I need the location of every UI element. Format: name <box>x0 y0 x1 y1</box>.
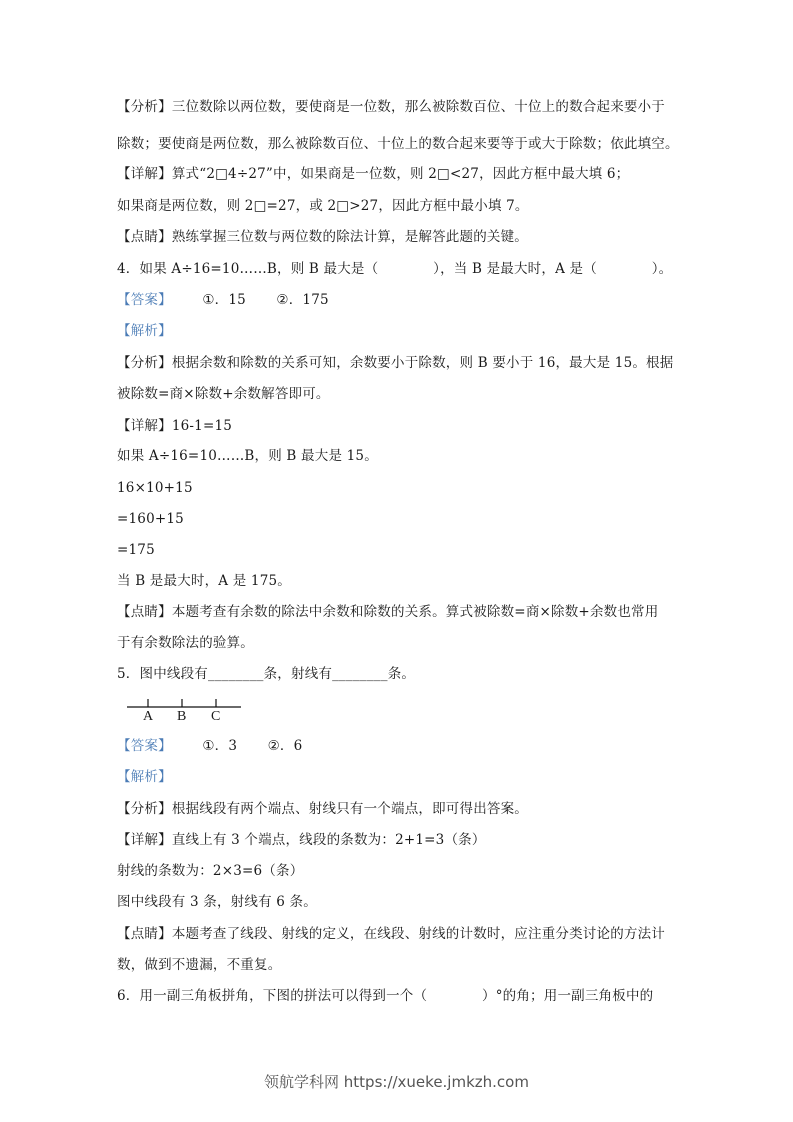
q5-tip-line-1 <box>117 926 665 942</box>
q4-tip-line-1 <box>117 604 658 620</box>
prev-detail-line-2: 如果商是两位数，则 2□=27，或 2□>27，因此方框中最小填 7。 <box>117 198 529 214</box>
q4-tip-line-2: 于有余数除法的验算。 <box>117 635 254 651</box>
footer-watermark: 领航学科网 https://xueke.jmkzh.com <box>264 1073 529 1091</box>
q4-detail-line-1 <box>117 418 232 434</box>
q4-explain-label: 【解析】 <box>117 323 172 339</box>
answer-label: 【答案】 <box>117 738 172 754</box>
q4-detail-line-4: =160+15 <box>117 511 184 527</box>
detail-text: 算式“2□4÷27”中，如果商是一位数，则 2□<27，因此方框中最大填 6； <box>171 166 630 182</box>
q5-question: 5．图中线段有________条，射线有________条。 <box>117 666 416 682</box>
q4-detail-line-2: 如果 A÷16=10……B，则 B 最大是 15。 <box>117 448 378 464</box>
analysis-text: 三位数除以两位数，要使商是一位数，那么被除数百位、十位上的数合起来要小于 <box>171 99 666 115</box>
answer-item-1: ①．3 <box>202 738 238 754</box>
analysis-text: 根据余数和除数的关系可知，余数要小于除数，则 B 要小于 16，最大是 15。根据 <box>171 355 674 371</box>
q4-detail-line-5: =175 <box>117 542 155 558</box>
prev-analysis-line-1 <box>117 99 665 115</box>
q5-tip-line-2: 数，做到不遗漏，不重复。 <box>117 957 282 973</box>
analysis-text: 根据线段有两个端点、射线只有一个端点，即可得出答案。 <box>171 801 529 817</box>
q5-detail-line-3: 图中线段有 3 条，射线有 6 条。 <box>117 894 317 910</box>
tip-text: 本题考查有余数的除法中余数和除数的关系。算式被除数=商×除数+余数也常用 <box>171 604 659 620</box>
tip-label: 【点睛】 <box>117 926 172 942</box>
answer-item-1: ①．15 <box>202 292 246 308</box>
analysis-label: 【分析】 <box>117 801 172 817</box>
q4-analysis-line-1 <box>117 355 673 371</box>
tip-label: 【点睛】 <box>117 604 172 620</box>
detail-text: 16-1=15 <box>171 418 233 434</box>
detail-label: 【详解】 <box>117 166 172 182</box>
q4-question: 4．如果 A÷16=10……B，则 B 最大是（ ），当 B 是最大时，A 是（ ）。 <box>117 261 673 277</box>
answer-label: 【答案】 <box>117 292 172 308</box>
q5-analysis-line <box>117 801 528 817</box>
tip-text: 本题考查了线段、射线的定义，在线段、射线的计数时，应注重分类讨论的方法计 <box>171 926 666 942</box>
q5-explain-label: 【解析】 <box>117 769 172 785</box>
q5-answer-row <box>117 738 302 754</box>
point-label-b: B <box>177 709 187 724</box>
prev-detail-line-1 <box>117 166 629 182</box>
prev-analysis-line-2: 除数；要使商是两位数，那么被除数百位、十位上的数合起来要等于或大于除数；依此填空。 <box>117 136 679 152</box>
q5-detail-line-1 <box>117 832 486 848</box>
point-label-c: C <box>211 709 221 724</box>
analysis-label: 【分析】 <box>117 355 172 371</box>
analysis-label: 【分析】 <box>117 99 172 115</box>
q4-detail-line-6: 当 B 是最大时，A 是 175。 <box>117 573 292 589</box>
answer-item-2: ②．175 <box>276 292 329 308</box>
q4-answer-row <box>117 292 329 308</box>
tip-text: 熟练掌握三位数与两位数的除法计算，是解答此题的关键。 <box>171 229 529 245</box>
point-label-a: A <box>143 709 154 724</box>
q4-detail-line-3: 16×10+15 <box>117 480 193 496</box>
line-points-diagram <box>117 693 257 727</box>
line-diagram-graphic <box>117 693 257 727</box>
q6-question: 6．用一副三角板拼角，下图的拼法可以得到一个（ ）°的角；用一副三角板中的 <box>117 988 654 1004</box>
detail-label: 【详解】 <box>117 418 172 434</box>
q4-analysis-line-2: 被除数=商×除数+余数解答即可。 <box>117 386 330 402</box>
detail-label: 【详解】 <box>117 832 172 848</box>
detail-text: 直线上有 3 个端点，线段的条数为：2+1=3（条） <box>171 832 486 848</box>
answer-item-2: ②．6 <box>267 738 303 754</box>
q5-detail-line-2: 射线的条数为：2×3=6（条） <box>117 863 304 879</box>
tip-label: 【点睛】 <box>117 229 172 245</box>
prev-tip-line <box>117 229 528 245</box>
